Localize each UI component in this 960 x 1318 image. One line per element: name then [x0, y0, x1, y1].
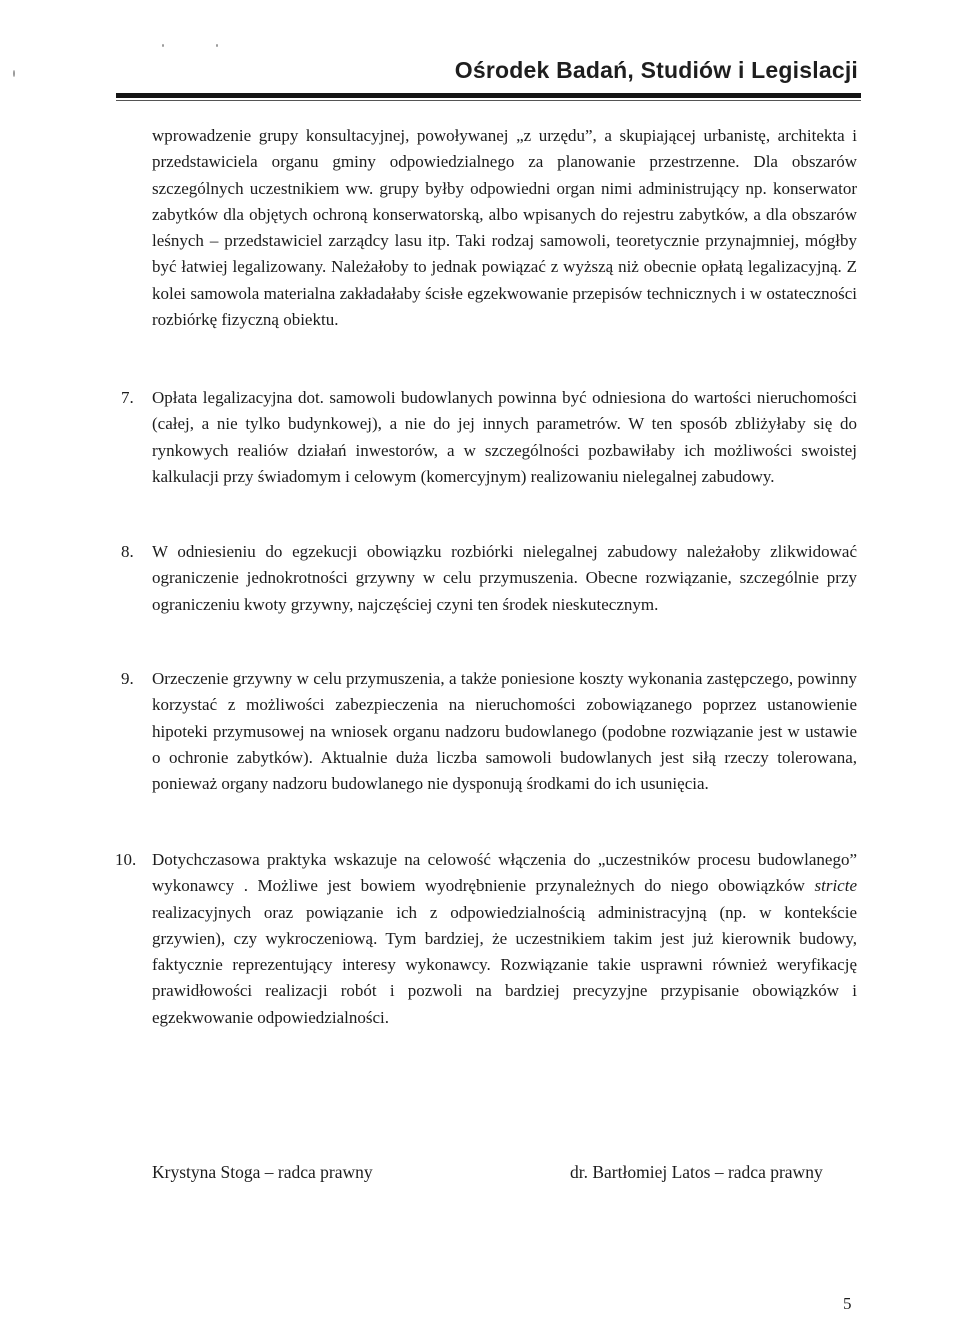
header-rule	[116, 93, 861, 98]
item-9-text: Orzeczenie grzywny w celu przymuszenia, a także poniesione koszty wykonania zastępczego, powinny korzystać z możliwości zabezpieczenia na nieruchomości zobowiązanego poprzez ustanowienie hipoteki przymusowej na wniosek organu nadzoru budowlanego (podobne rozwiązanie jest w ustawie o ochronie zabytków). Aktualnie duża liczba samowoli budowlanych jest siłą rzeczy tolerowana, ponieważ organy nadzoru budowlanego nie dysponują środkami do ich usunięcia.	[152, 669, 857, 794]
signature-left: Krystyna Stoga – radca prawny	[152, 1162, 373, 1182]
item-number: 9.	[121, 669, 134, 688]
item-10-text-part: Dotychczasowa praktyka wskazuje na celowość włączenia do „uczestników procesu budowlanego” wykonawcy . Możliwe jest bowiem wyodrębnienie przynależnych do niego obowiązków	[152, 850, 857, 896]
scan-speck	[162, 44, 164, 47]
item-10-italic-term: stricte	[814, 876, 857, 896]
signature-right: dr. Bartłomiej Latos – radca prawny	[570, 1162, 823, 1182]
item-8-text: W odniesieniu do egzekucji obowiązku rozbiórki nielegalnej zabudowy należałoby zlikwidować ograniczenie jednokrotności grzywny w celu przymuszenia. Obecne rozwiązanie, szczególnie przy ograniczeniu kwoty grzywny, najczęściej czyni ten środek nieskutecznym.	[152, 542, 857, 614]
item-number: 8.	[121, 542, 134, 561]
item-10-text-part: realizacyjnych oraz powiązanie ich z odpowiedzialnością administracyjną (np. w kontekście grzywien), czy wykroczeniową. Tym bardziej, że uczestnikiem takim jest już kierownik budowy, faktycznie reprezentujący interesy wykonawcy. Rozwiązanie takie usprawni również weryfikację prawidłowości realizacji robót i pozwoli na bardziej precyzyjne przypisanie obowiązków i egzekwowanie odpowiedzialności.	[152, 902, 857, 1027]
header-rule-thin	[116, 100, 861, 101]
intro-paragraph: wprowadzenie grupy konsultacyjnej, powoływanej „z urzędu”, a skupiającej urbanistę, architekta i przedstawiciela organu gminy odpowiedzialnego za planowanie przestrzenne. Dla obszarów szczególnych uczestnikiem ww. grupy byłby odpowiedni organ nimi administrujący np. konserwator zabytków dla objętych ochroną konserwatorską, albo wpisanych do rejestru zabytków, a dla obszarów leśnych – przedstawiciel zarządcy lasu itp. Taki rodzaj samowoli, teoretycznie przynajmniej, mógłby być łatwiej legalizowany. Należałoby to jednak powiązać z wyższą niż obecnie opłatą legalizacyjną. Z kolei samowola materialna zakładałaby ścisłe egzekwowanie przepisów technicznych i w ostateczności rozbiórkę fizyczną obiektu.	[152, 126, 857, 330]
page-number: 5	[843, 1294, 852, 1313]
item-number: 10.	[115, 850, 137, 869]
item-10-text	[152, 847, 857, 1031]
item-7-text: Opłata legalizacyjna dot. samowoli budowlanych powinna być odniesiona do wartości nieruchomości (całej, a nie tylko budynkowej), a nie do jej innych parametrów. W ten sposób zbliżyłaby się do rynkowych realiów działań inwestorów, a w szczególności pozbawiłaby ich możliwości swoistej kalkulacji przy świadomym i celowym (komercyjnym) realizowaniu nielegalnej zabudowy.	[152, 388, 857, 486]
scan-speck	[13, 70, 15, 77]
scan-speck	[216, 44, 218, 47]
item-number: 7.	[121, 388, 134, 407]
page-header-title: Ośrodek Badań, Studiów i Legislacji	[454, 57, 858, 83]
